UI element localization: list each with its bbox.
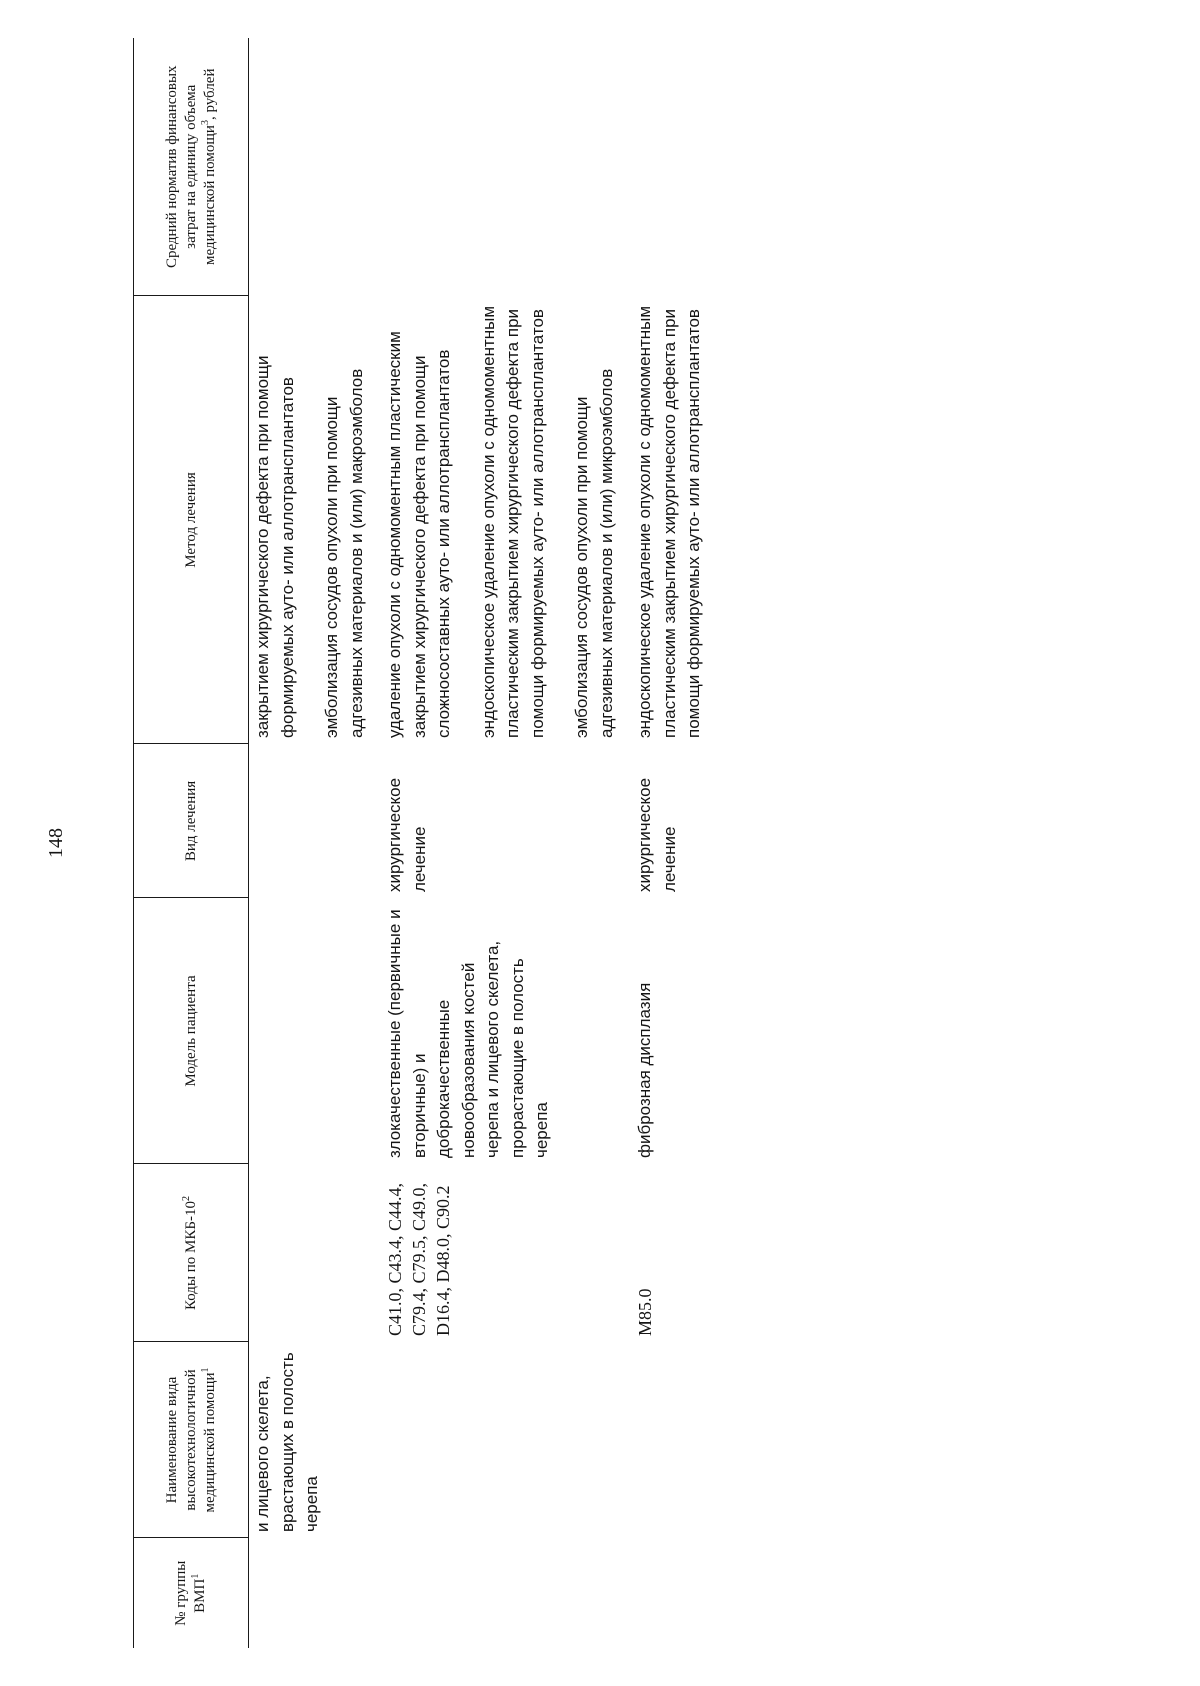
header-icd-codes: Коды по МКБ-$10^2$: [134, 1164, 249, 1342]
table-row: [249, 38, 382, 1648]
cell-vmp-name: и лицевого скелета, врастающих в полость черепа: [253, 1352, 321, 1532]
cell-vmp-name: [381, 1342, 631, 1538]
method-item: закрытием хирургического дефекта при помощи формируемых ауто- или аллотрансплантатов: [253, 355, 297, 738]
page-number: 148: [45, 828, 67, 858]
cell-group-no: [381, 1538, 631, 1648]
cell-icd-codes: M85.0: [635, 1288, 655, 1336]
cell-treatment-type: хирургическое лечение: [385, 777, 429, 892]
cell-vmp-name: [631, 1342, 719, 1538]
vmp-table: [133, 38, 719, 1648]
cell-avg-cost: [381, 38, 631, 296]
cell-treatment-type: [249, 744, 382, 898]
header-treatment-method: Метод лечения: [134, 296, 249, 744]
method-item: эндоскопическое удаление опухоли с одномоментным пластическим закрытием хирургического дефекта при помощи формируемых ауто- или аллотрансплантатов: [635, 305, 703, 738]
cell-treatment-type: хирургическое лечение: [635, 777, 679, 892]
cell-avg-cost: [631, 38, 719, 296]
header-patient-model: Модель пациента: [134, 898, 249, 1164]
cell-icd-codes: C41.0, C43.4, C44.4, C79.4, C79.5, C49.0, D16.4, D48.0, C90.2: [385, 1182, 453, 1336]
header-group-no: № группы ВМП$^1$: [134, 1538, 249, 1648]
cell-group-no: [631, 1538, 719, 1648]
cell-patient-model: фиброзная дисплазия: [635, 982, 654, 1158]
header-avg-cost: Средний норматив финансовых затрат на единицу объема медицинской помощи$^3$, рублей: [134, 38, 249, 296]
table-header: [134, 38, 249, 1648]
method-item: эмболизация сосудов опухоли при помощи адгезивных материалов и (или) микроэмболов: [572, 368, 616, 738]
method-item: эндоскопическое удаление опухоли с одномоментным пластическим закрытием хирургического дефекта при помощи формируемых ауто- или аллотрансплантатов: [478, 305, 547, 738]
cell-icd-codes: [249, 1164, 382, 1342]
cell-patient-model: [249, 898, 382, 1164]
cell-patient-model: злокачественные (первичные и вторичные) и доброкачественные новообразования костей черепа и лицевого скелета, прорастающие в полость черепа: [385, 909, 551, 1158]
header-treatment-type: Вид лечения: [134, 744, 249, 898]
cell-group-no: [249, 1538, 382, 1648]
cell-treatment-method: [381, 296, 631, 744]
table-row: [631, 38, 719, 1648]
rotated-table-page: [133, 38, 1133, 1648]
cell-avg-cost: [249, 38, 382, 296]
cell-treatment-method: [631, 296, 719, 744]
table-row: [381, 38, 631, 1648]
header-vmp-name: Наименование вида высокотехнологичной медицинской помощи$^1$: [134, 1342, 249, 1538]
cell-treatment-method: [249, 296, 382, 744]
method-item: удаление опухоли с одномоментным пластическим закрытием хирургического дефекта при помощи сложносоставных ауто- или аллотрансплантатов: [385, 331, 453, 738]
method-item: эмболизация сосудов опухоли при помощи адгезивных материалов и (или) макроэмболов: [322, 368, 366, 738]
